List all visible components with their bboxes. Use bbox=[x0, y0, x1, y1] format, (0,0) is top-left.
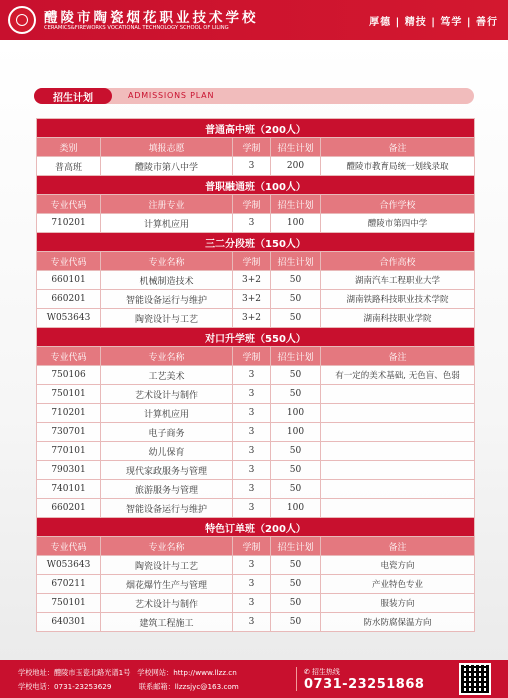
column-header-row bbox=[37, 138, 475, 157]
group-title-row bbox=[37, 176, 475, 195]
table-cell: 艺术设计与制作 bbox=[101, 594, 233, 613]
table-cell bbox=[321, 461, 475, 480]
table-cell: 智能设备运行与维护 bbox=[101, 290, 233, 309]
table-cell: 智能设备运行与维护 bbox=[101, 499, 233, 518]
table-cell: 100 bbox=[271, 404, 321, 423]
column-header: 填报志愿 bbox=[101, 138, 233, 157]
table-cell: 100 bbox=[271, 499, 321, 518]
group-title: 三二分段班（150人） bbox=[37, 233, 475, 252]
school-address: 学校地址：醴陵市玉瓷北路光谱1号 bbox=[18, 668, 131, 677]
table-row bbox=[37, 499, 475, 518]
table-cell: 艺术设计与制作 bbox=[101, 385, 233, 404]
school-header bbox=[0, 0, 508, 40]
table-cell: 电瓷方向 bbox=[321, 556, 475, 575]
table-cell: 3+2 bbox=[233, 309, 271, 328]
group-title: 普通高中班（200人） bbox=[37, 119, 475, 138]
table-cell: W053643 bbox=[37, 309, 101, 328]
column-header: 专业代码 bbox=[37, 537, 101, 556]
school-name-cn: 醴陵市陶瓷烟花职业技术学校 bbox=[44, 10, 259, 26]
school-phone: 学校电话：0731-23253629 bbox=[18, 682, 112, 691]
table-cell: 50 bbox=[271, 442, 321, 461]
table-row bbox=[37, 157, 475, 176]
table-cell: 670211 bbox=[37, 575, 101, 594]
column-header: 学制 bbox=[233, 138, 271, 157]
section-title: 招生计划 bbox=[34, 88, 112, 104]
table-cell: 计算机应用 bbox=[101, 214, 233, 233]
table-cell: 产业特色专业 bbox=[321, 575, 475, 594]
column-header: 学制 bbox=[233, 537, 271, 556]
table-cell: 3 bbox=[233, 556, 271, 575]
table-cell: 醴陵市教育局统一划线录取 bbox=[321, 157, 475, 176]
table-cell: 100 bbox=[271, 214, 321, 233]
table-cell: 730701 bbox=[37, 423, 101, 442]
table-row bbox=[37, 556, 475, 575]
column-header: 专业代码 bbox=[37, 252, 101, 271]
table-cell: 电子商务 bbox=[101, 423, 233, 442]
table-cell: 3+2 bbox=[233, 271, 271, 290]
table-cell bbox=[321, 480, 475, 499]
column-header: 学制 bbox=[233, 347, 271, 366]
phone-icon: ✆ bbox=[304, 668, 310, 676]
table-cell: 计算机应用 bbox=[101, 404, 233, 423]
column-header: 专业代码 bbox=[37, 347, 101, 366]
table-cell: 普高班 bbox=[37, 157, 101, 176]
table-row bbox=[37, 404, 475, 423]
hotline-label: ✆ 招生热线 bbox=[304, 668, 340, 676]
table-cell: 陶瓷设计与工艺 bbox=[101, 309, 233, 328]
column-header-row bbox=[37, 195, 475, 214]
table-cell: 50 bbox=[271, 366, 321, 385]
table-cell: 50 bbox=[271, 594, 321, 613]
table-cell: 湖南汽车工程职业大学 bbox=[321, 271, 475, 290]
table-cell: 50 bbox=[271, 309, 321, 328]
footer-line-2 bbox=[18, 682, 239, 692]
column-header: 注册专业 bbox=[101, 195, 233, 214]
table-cell: 790301 bbox=[37, 461, 101, 480]
table-row bbox=[37, 442, 475, 461]
table-row bbox=[37, 214, 475, 233]
table-cell: 3 bbox=[233, 442, 271, 461]
table-cell: 750106 bbox=[37, 366, 101, 385]
column-header: 学制 bbox=[233, 252, 271, 271]
table-row bbox=[37, 461, 475, 480]
table-cell: 3 bbox=[233, 385, 271, 404]
table-cell: 3 bbox=[233, 423, 271, 442]
group-title-row bbox=[37, 233, 475, 252]
group-title-row bbox=[37, 328, 475, 347]
hotline-number: 0731-23251868 bbox=[304, 677, 425, 692]
column-header: 专业代码 bbox=[37, 195, 101, 214]
table-row bbox=[37, 423, 475, 442]
table-cell: 工艺美术 bbox=[101, 366, 233, 385]
footer-divider bbox=[296, 667, 297, 691]
table-cell bbox=[321, 404, 475, 423]
column-header: 专业名称 bbox=[101, 252, 233, 271]
table-cell: 醴陵市第四中学 bbox=[321, 214, 475, 233]
qr-code-icon bbox=[459, 663, 491, 695]
table-cell: 50 bbox=[271, 575, 321, 594]
column-header: 学制 bbox=[233, 195, 271, 214]
table-cell: 机械制造技术 bbox=[101, 271, 233, 290]
table-cell: 3 bbox=[233, 499, 271, 518]
table-row bbox=[37, 290, 475, 309]
table-cell: 旅游服务与管理 bbox=[101, 480, 233, 499]
school-website[interactable]: 学校网站：http://www.llzz.cn bbox=[137, 668, 237, 677]
table-cell: 烟花爆竹生产与管理 bbox=[101, 575, 233, 594]
column-header-row bbox=[37, 252, 475, 271]
column-header: 招生计划 bbox=[271, 195, 321, 214]
table-row bbox=[37, 594, 475, 613]
table-row bbox=[37, 613, 475, 632]
table-cell: 710201 bbox=[37, 214, 101, 233]
column-header: 招生计划 bbox=[271, 138, 321, 157]
table-cell: 有一定的美术基础, 无色盲、色弱 bbox=[321, 366, 475, 385]
table-cell: 660201 bbox=[37, 290, 101, 309]
table-cell: 50 bbox=[271, 480, 321, 499]
column-header-row bbox=[37, 537, 475, 556]
column-header: 专业名称 bbox=[101, 347, 233, 366]
table-cell: 防水防腐保温方向 bbox=[321, 613, 475, 632]
table-row bbox=[37, 385, 475, 404]
table-cell bbox=[321, 499, 475, 518]
table-cell: 200 bbox=[271, 157, 321, 176]
table-cell: 50 bbox=[271, 385, 321, 404]
table-cell: 750101 bbox=[37, 385, 101, 404]
table-cell: 3 bbox=[233, 480, 271, 499]
table-cell: 770101 bbox=[37, 442, 101, 461]
table-cell: 740101 bbox=[37, 480, 101, 499]
admissions-table bbox=[36, 118, 475, 632]
column-header: 类别 bbox=[37, 138, 101, 157]
school-motto: 厚德 | 精技 | 笃学 | 善行 bbox=[369, 17, 498, 28]
column-header: 招生计划 bbox=[271, 537, 321, 556]
table-cell: 710201 bbox=[37, 404, 101, 423]
table-row bbox=[37, 366, 475, 385]
column-header: 合作学校 bbox=[321, 195, 475, 214]
column-header: 备注 bbox=[321, 138, 475, 157]
group-title: 普职融通班（100人） bbox=[37, 176, 475, 195]
table-cell bbox=[321, 442, 475, 461]
group-title: 对口升学班（550人） bbox=[37, 328, 475, 347]
table-cell: 660201 bbox=[37, 499, 101, 518]
table-cell: 3 bbox=[233, 594, 271, 613]
footer bbox=[0, 660, 508, 698]
table-cell bbox=[321, 423, 475, 442]
table-cell: W053643 bbox=[37, 556, 101, 575]
group-title: 特色订单班（200人） bbox=[37, 518, 475, 537]
table-row bbox=[37, 480, 475, 499]
column-header-row bbox=[37, 347, 475, 366]
table-cell: 建筑工程施工 bbox=[101, 613, 233, 632]
column-header: 备注 bbox=[321, 347, 475, 366]
school-name-en: CERAMICS&FIREWORKS VOCATIONAL TECHNOLOGY SCHOOL OF LILING bbox=[44, 25, 229, 31]
table-cell: 50 bbox=[271, 290, 321, 309]
table-cell: 50 bbox=[271, 271, 321, 290]
table-row bbox=[37, 271, 475, 290]
table-cell: 湖南铁路科技职业技术学院 bbox=[321, 290, 475, 309]
column-header: 招生计划 bbox=[271, 252, 321, 271]
table-cell: 3 bbox=[233, 613, 271, 632]
table-cell: 3 bbox=[233, 461, 271, 480]
table-row bbox=[37, 309, 475, 328]
table-cell: 醴陵市第八中学 bbox=[101, 157, 233, 176]
table-cell: 3 bbox=[233, 366, 271, 385]
table-cell: 3 bbox=[233, 157, 271, 176]
table-cell: 3 bbox=[233, 575, 271, 594]
contact-email[interactable]: 联系邮箱：llzzsjyc@163.com bbox=[138, 682, 239, 691]
table-cell: 3 bbox=[233, 404, 271, 423]
table-cell: 750101 bbox=[37, 594, 101, 613]
column-header: 招生计划 bbox=[271, 347, 321, 366]
footer-line-1 bbox=[18, 668, 237, 678]
group-title-row bbox=[37, 119, 475, 138]
section-subtitle: ADMISSIONS PLAN bbox=[128, 91, 215, 100]
table-cell: 3 bbox=[233, 214, 271, 233]
table-cell: 640301 bbox=[37, 613, 101, 632]
table-cell: 湖南科技职业学院 bbox=[321, 309, 475, 328]
table-cell: 660101 bbox=[37, 271, 101, 290]
column-header: 专业名称 bbox=[101, 537, 233, 556]
table-cell: 3+2 bbox=[233, 290, 271, 309]
table-cell: 服装方向 bbox=[321, 594, 475, 613]
table-cell: 50 bbox=[271, 461, 321, 480]
table-cell: 50 bbox=[271, 613, 321, 632]
column-header: 合作高校 bbox=[321, 252, 475, 271]
table-cell: 100 bbox=[271, 423, 321, 442]
table-row bbox=[37, 575, 475, 594]
table-cell: 现代家政服务与管理 bbox=[101, 461, 233, 480]
table-cell: 50 bbox=[271, 556, 321, 575]
column-header: 备注 bbox=[321, 537, 475, 556]
table-cell: 幼儿保育 bbox=[101, 442, 233, 461]
school-logo-icon bbox=[8, 6, 36, 34]
table-cell: 陶瓷设计与工艺 bbox=[101, 556, 233, 575]
table-cell bbox=[321, 385, 475, 404]
group-title-row bbox=[37, 518, 475, 537]
